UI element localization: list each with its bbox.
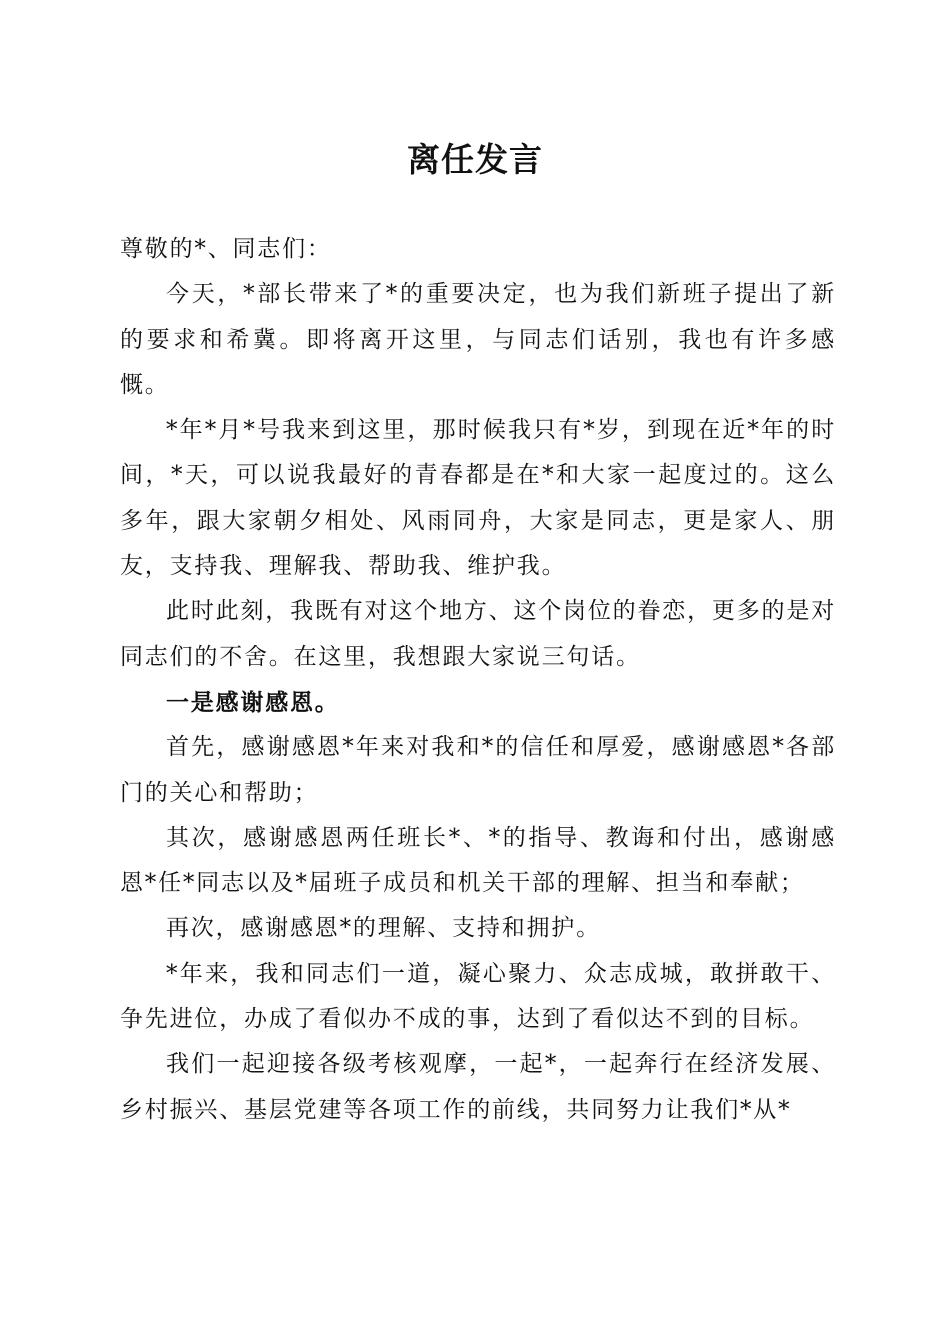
salutation: 尊敬的*、同志们： bbox=[120, 236, 332, 262]
paragraph: 其次，感谢感恩两任班长*、*的指导、教诲和付出，感谢感恩*任*同志以及*届班子成员和机关干部的理解、担当和奉献； bbox=[120, 824, 836, 897]
paragraph: 首先，感谢感恩*年来对我和*的信任和厚爱，感谢感恩*各部门的关心和帮助； bbox=[120, 734, 836, 806]
paragraph: 再次，感谢感恩*的理解、支持和拥护。 bbox=[166, 915, 601, 942]
paragraph: 此时此刻，我既有对这个地方、这个岗位的眷恋，更多的是对同志们的不舍。在这里，我想跟大家说三句话。 bbox=[120, 598, 836, 670]
paragraph: *年来，我和同志们一道，凝心聚力、众志成城，敢拼敢干、争先进位，办成了看似办不成的事，达到了看似达不到的目标。 bbox=[120, 960, 836, 1033]
paragraph: 今天，*部长带来了*的重要决定，也为我们新班子提出了新的要求和希冀。即将离开这里，与同志们话别，我也有许多感慨。 bbox=[120, 281, 836, 398]
paragraph: *年*月*号我来到这里，那时候我只有*岁，到现在近*年的时间，*天，可以说我最好的青春都是在*和大家一起度过的。这么多年，跟大家朝夕相处、风雨同舟，大家是同志，更是家人、朋友，支持我、理解我、帮助我、维护我。 bbox=[120, 417, 836, 580]
document-body bbox=[120, 227, 836, 1133]
document-title: 离任发言 bbox=[407, 140, 543, 179]
section-heading: 一是感谢感恩。 bbox=[166, 688, 340, 716]
paragraph: 我们一起迎接各级考核观摩，一起*，一起奔行在经济发展、乡村振兴、基层党建等各项工作的前线，共同努力让我们*从* bbox=[120, 1051, 836, 1123]
